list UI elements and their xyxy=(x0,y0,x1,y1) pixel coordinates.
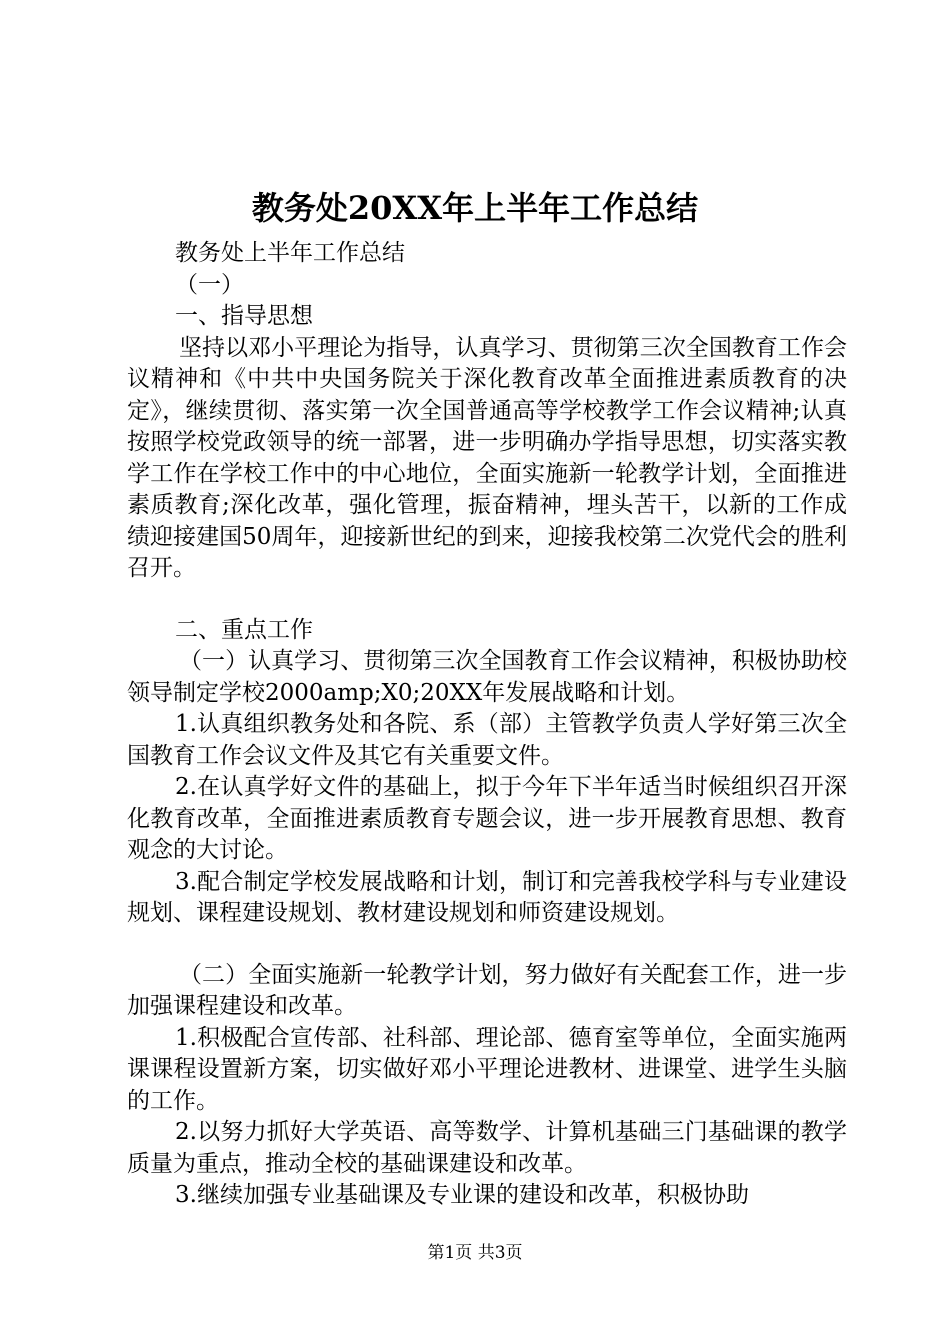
list-item: 3.继续加强专业基础课及专业课的建设和改革，积极协助 xyxy=(175,1182,749,1208)
list-item: 1.认真组织教务处和各院、系（部）主管教学负责人学好第三次全国教育工作会议文件及其它有关重要文件。 xyxy=(127,711,847,769)
section-heading-guiding-thought: 一、指导思想 xyxy=(175,303,313,329)
section-heading-key-work: 二、重点工作 xyxy=(175,616,313,643)
list-item: 3.配合制定学校发展战略和计划，制订和完善我校学科与专业建设规划、课程建设规划、教材建设规划和师资建设规划。 xyxy=(127,868,847,926)
document-title: 教务处20XX年上半年工作总结 xyxy=(251,189,699,227)
section-paragraph-guiding-thought: 坚持以邓小平理论为指导，认真学习、贯彻第三次全国教育工作会议精神和《中共中央国务院关于深化教育改革全面推进素质教育的决定》，继续贯彻、落实第一次全国普通高等学校教学工作会议精神;认真按照学校党政领导的统一部署，进一步明确办学指导思想，切实落实教学工作在学校工作中的中心地位，全面实施新一轮教学计划，全面推进素质教育;深化改革，强化管理，振奋精神，埋头苦干，以新的工作成绩迎接建国50周年，迎接新世纪的到来，迎接我校第二次党代会的胜利召开。 xyxy=(127,334,847,581)
list-item: 1.积极配合宣传部、社科部、理论部、德育室等单位，全面实施两课课程设置新方案，切实做好邓小平理论进教材、进课堂、进学生头脑的工作。 xyxy=(127,1024,847,1114)
document-body xyxy=(127,238,847,1212)
item-heading-1: （一）认真学习、贯彻第三次全国教育工作会议精神，积极协助校领导制定学校2000amp;X0;20XX年发展战略和计划。 xyxy=(127,648,847,706)
item-heading-2: （二）全面实施新一轮教学计划，努力做好有关配套工作，进一步加强课程建设和改革。 xyxy=(127,961,847,1019)
page-footer: 第1页 共3页 xyxy=(427,1243,523,1263)
list-item: 2.以努力抓好大学英语、高等数学、计算机基础三门基础课的教学质量为重点，推动全校的基础课建设和改革。 xyxy=(127,1119,847,1177)
part-label: （一） xyxy=(175,271,244,298)
list-item: 2.在认真学好文件的基础上，拟于今年下半年适当时候组织召开深化教育改革，全面推进素质教育专题会议，进一步开展教育思想、教育观念的大讨论。 xyxy=(127,774,847,863)
document-subtitle: 教务处上半年工作总结 xyxy=(175,240,405,266)
